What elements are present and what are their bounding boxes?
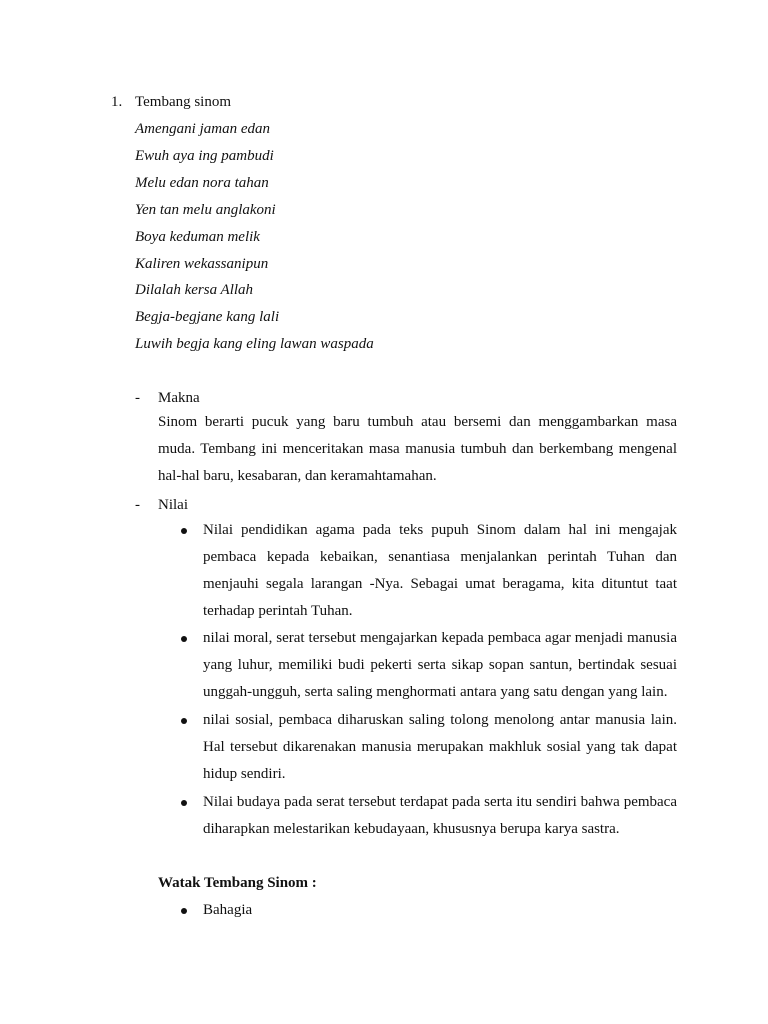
section-number: 1. — [111, 94, 123, 110]
nilai-heading: Nilai — [158, 497, 188, 513]
section-title: Tembang sinom — [135, 94, 232, 110]
poem-line: Kaliren wekassanipun — [135, 256, 269, 272]
watak-heading: Watak Tembang Sinom : — [158, 875, 317, 891]
poem-line: Boya keduman melik — [135, 229, 260, 245]
nilai-marker: - — [135, 497, 140, 513]
nilai-item: nilai sosial, pembaca diharuskan saling tolong menolong antar manusia lain. Hal tersebut dikarenakan manusia merupakan makhluk sosial yang tak dapat hidup sendiri. — [203, 712, 677, 782]
poem-line: Dilalah kersa Allah — [135, 282, 254, 298]
bullet-icon — [181, 718, 187, 724]
watak-item: Bahagia — [203, 902, 253, 918]
bullet-icon — [181, 908, 187, 914]
bullet-icon — [181, 636, 187, 642]
makna-marker: - — [135, 390, 140, 406]
bullet-icon — [181, 800, 187, 806]
poem-line: Begja-begjane kang lali — [135, 309, 280, 325]
nilai-item: nilai moral, serat tersebut mengajarkan kepada pembaca agar menjadi manusia yang luhur, memiliki budi pekerti serta sikap sopan santun, bertindak sesuai unggah-ungguh, serta saling menghormati antara yang satu dengan yang lain. — [203, 630, 677, 700]
poem-line: Melu edan nora tahan — [135, 175, 269, 191]
poem-line: Luwih begja kang eling lawan waspada — [135, 336, 374, 352]
makna-heading: Makna — [158, 390, 200, 406]
poem-line: Ewuh aya ing pambudi — [135, 148, 274, 164]
poem-line: Amengani jaman edan — [135, 121, 270, 137]
poem-line: Yen tan melu anglakoni — [135, 202, 276, 218]
makna-paragraph: Sinom berarti pucuk yang baru tumbuh atau bersemi dan menggambarkan masa muda. Tembang ini menceritakan masa manusia tumbuh dan berkembang mengenal hal-hal baru, kesabaran, dan keramahtamahan. — [158, 414, 677, 484]
nilai-item: Nilai budaya pada serat tersebut terdapat pada serta itu sendiri bahwa pembaca diharapkan melestarikan kebudayaan, khususnya berupa karya sastra. — [203, 794, 677, 837]
nilai-item: Nilai pendidikan agama pada teks pupuh Sinom dalam hal ini mengajak pembaca kepada kebaikan, senantiasa menjalankan perintah Tuhan dan menjauhi segala larangan -Nya. Sebagai umat beragama, kita dituntut taat terhadap perintah Tuhan. — [203, 522, 677, 619]
bullet-icon — [181, 528, 187, 534]
